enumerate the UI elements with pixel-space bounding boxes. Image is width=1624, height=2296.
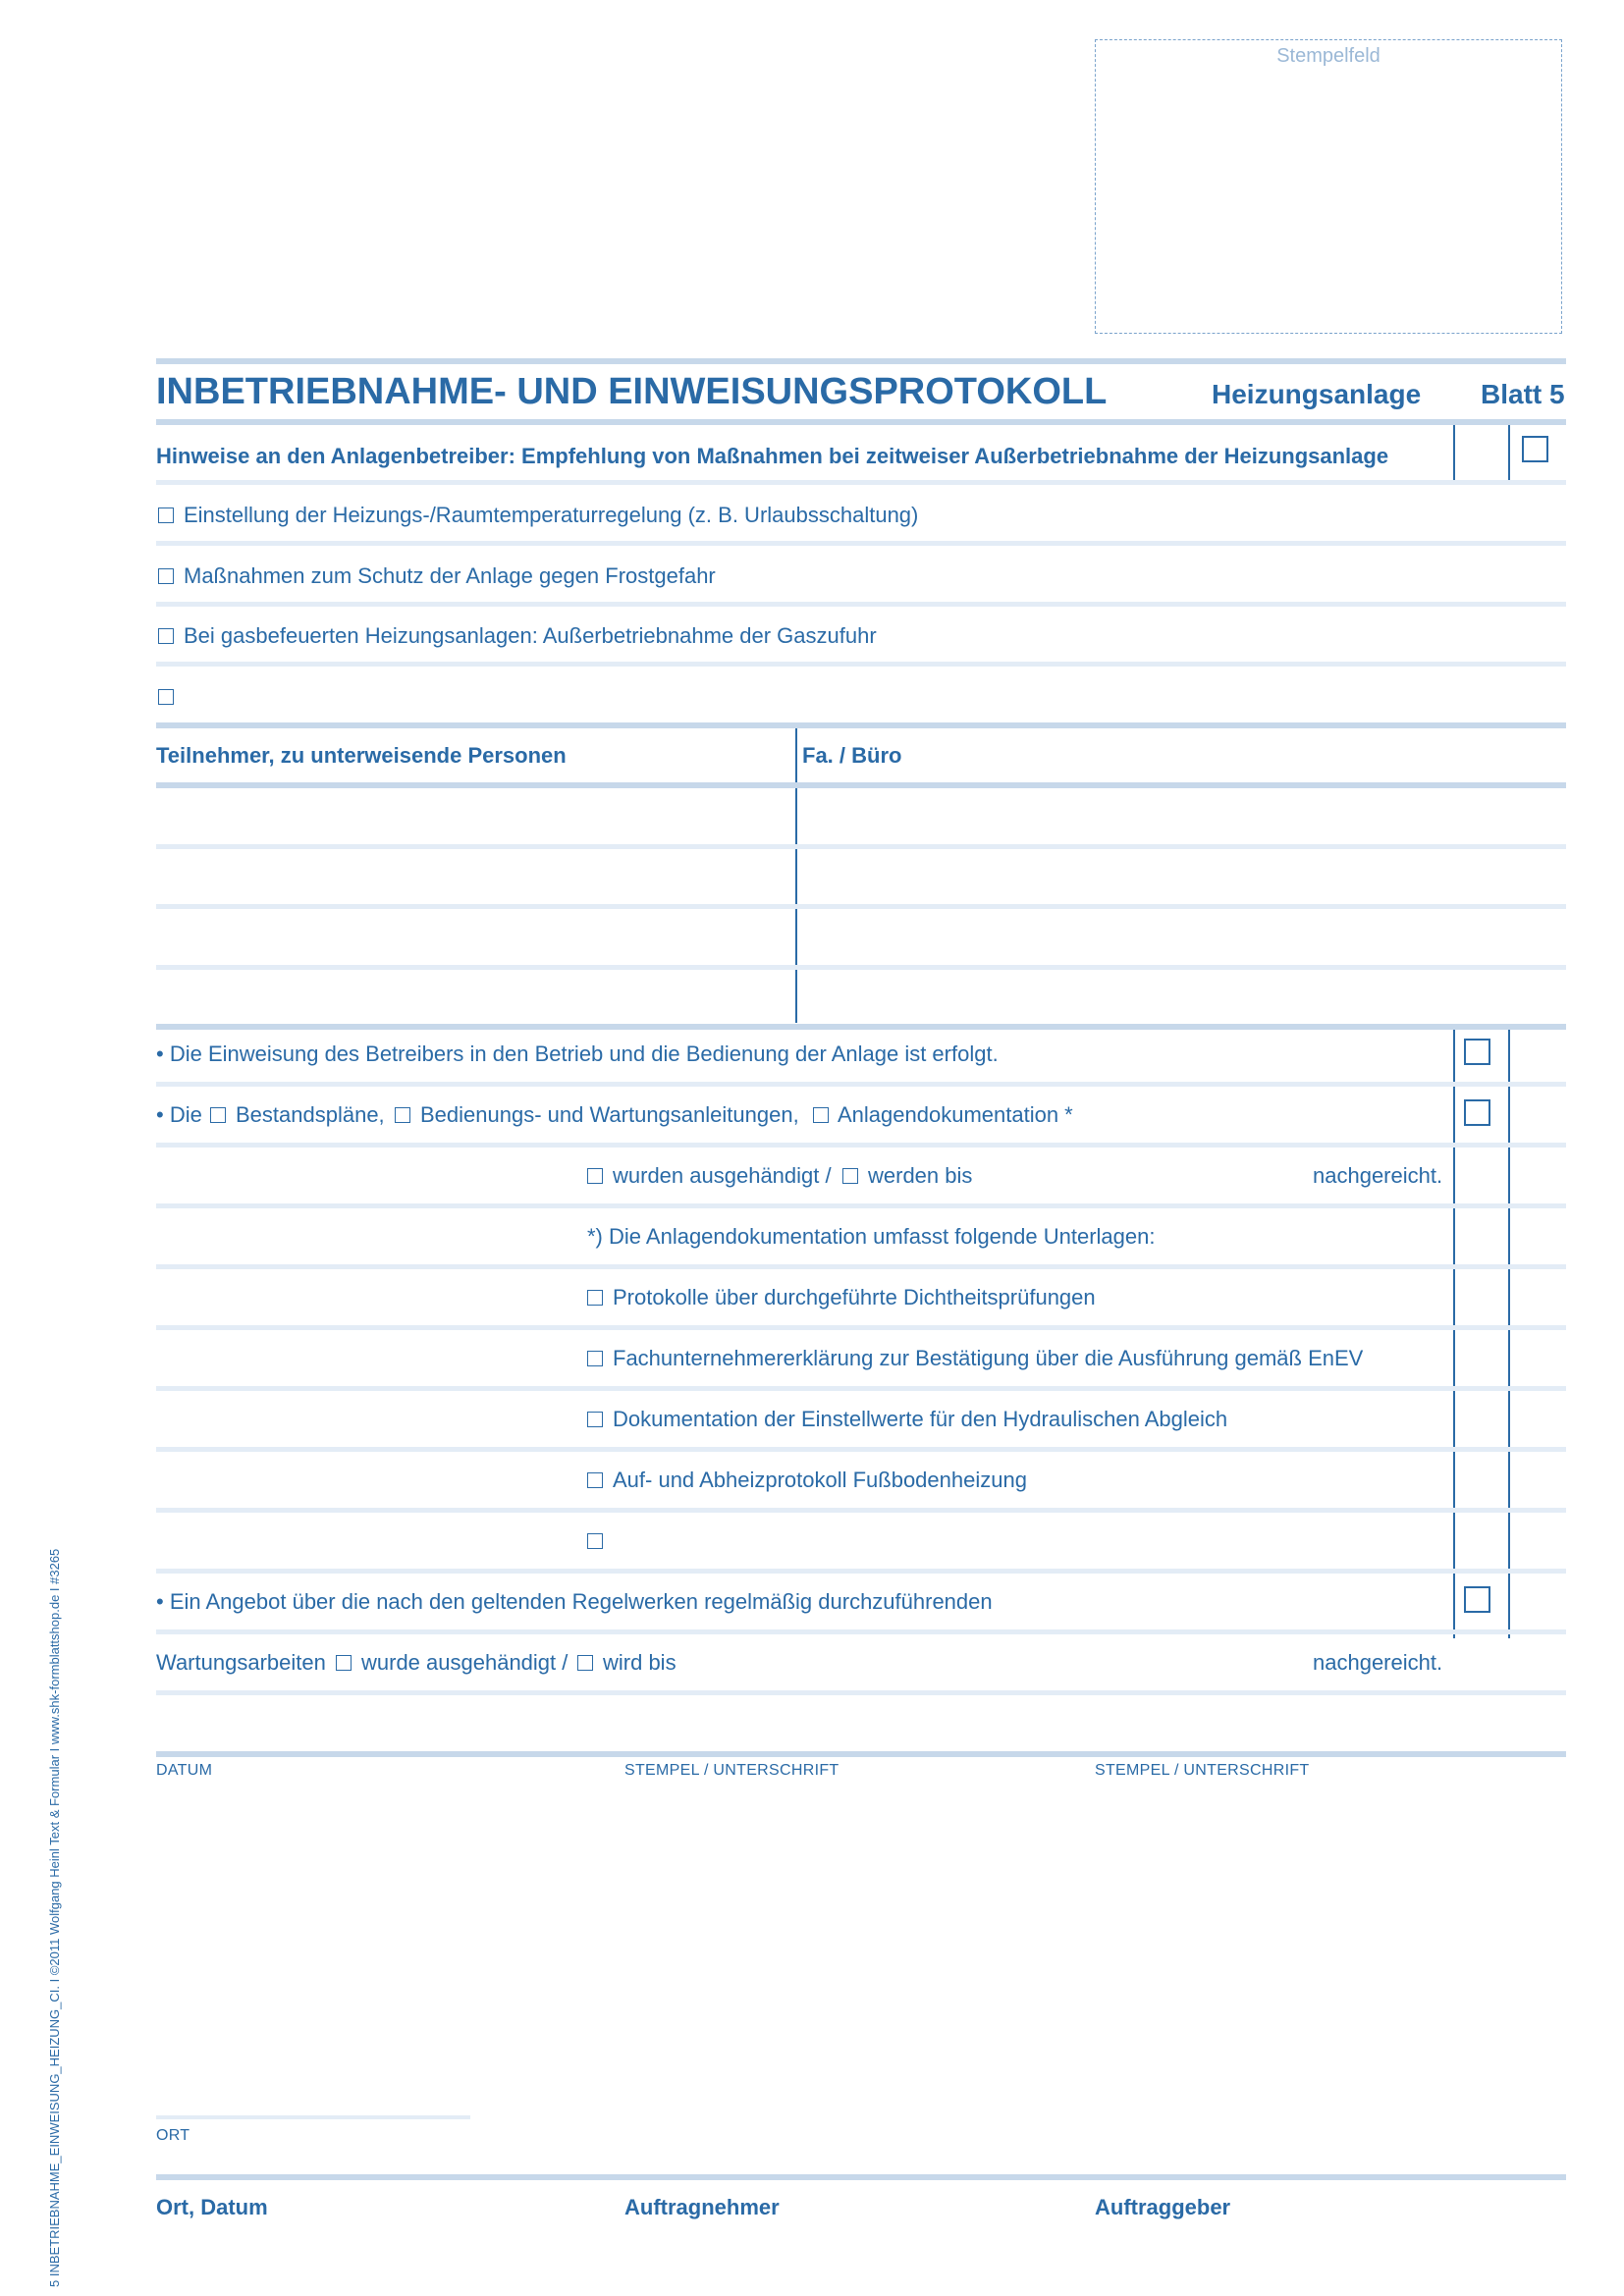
footer-auftraggeber: Auftraggeber: [1095, 2195, 1231, 2219]
docs-prefix: • Die: [156, 1102, 202, 1127]
docs-option-3: Anlagendokumentation *: [838, 1102, 1073, 1127]
checkbox-doc-2[interactable]: [587, 1351, 603, 1366]
row-rule: [156, 1143, 1566, 1148]
label-stempel-2: STEMPEL / UNTERSCHRIFT: [1095, 1762, 1310, 1779]
header-top-rule: [156, 358, 1566, 364]
col-divider: [1508, 425, 1510, 480]
section1-heading: Hinweise an den Anlagenbetreiber: Empfehlung von Maßnahmen bei zeitweiser Außerbetriebnahme der Heizungsanlage: [156, 444, 1389, 468]
docs-option-2: Bedienungs- und Wartungsanleitungen,: [420, 1102, 799, 1127]
docs-option-1: Bestandspläne,: [236, 1102, 385, 1127]
row-rule: [156, 662, 1566, 667]
label-datum: DATUM: [156, 1762, 213, 1779]
row-rule: [156, 1264, 1566, 1269]
row-rule: [156, 541, 1566, 546]
sheet-number: Blatt 5: [1481, 379, 1565, 409]
stamp-field: [1095, 39, 1562, 334]
ort-rule: [156, 2115, 470, 2119]
participants-divider: [795, 728, 797, 1023]
checkbox-item-3[interactable]: [158, 628, 174, 644]
section1-item-3: Bei gasbefeuerten Heizungsanlagen: Außerbetriebnahme der Gaszufuhr: [184, 623, 877, 648]
checkbox-werden-bis[interactable]: [842, 1168, 858, 1184]
checkbox-item-4[interactable]: [158, 689, 174, 705]
checkbox-doc-3[interactable]: [587, 1412, 603, 1427]
maintenance-option-2: wird bis: [603, 1650, 677, 1675]
maintenance-prefix: Wartungsarbeiten: [156, 1650, 326, 1675]
row-rule: [156, 1569, 1566, 1574]
doc-item-3: Dokumentation der Einstellwerte für den Hydraulischen Abgleich: [613, 1407, 1228, 1431]
checkbox-doc-5[interactable]: [587, 1533, 603, 1549]
checkbox-bestandsplaene[interactable]: [210, 1107, 226, 1123]
checkbox-item-1[interactable]: [158, 507, 174, 523]
page-title: INBETRIEBNAHME- UND EINWEISUNGSPROTOKOLL: [156, 371, 1108, 412]
col-divider: [1453, 425, 1455, 480]
row-rule: [156, 1508, 1566, 1513]
doc-item-4: Auf- und Abheizprotokoll Fußbodenheizung: [613, 1468, 1027, 1492]
participants-row-rule: [156, 844, 1566, 849]
header-bottom-rule: [156, 419, 1566, 425]
row-rule: [156, 1447, 1566, 1452]
section1-item-1: Einstellung der Heizungs-/Raumtemperaturregelung (z. B. Urlaubsschaltung): [184, 503, 919, 527]
checkbox-wird-bis[interactable]: [577, 1655, 593, 1671]
checkbox-doc-4[interactable]: [587, 1472, 603, 1488]
participants-row-rule: [156, 904, 1566, 909]
section1-item-2: Maßnahmen zum Schutz der Anlage gegen Frostgefahr: [184, 563, 716, 588]
instruction-line: • Die Einweisung des Betreibers in den Betrieb und die Bedienung der Anlage ist erfolgt.: [156, 1041, 999, 1066]
docs-checkbox[interactable]: [1464, 1099, 1490, 1126]
row-rule: [156, 1629, 1566, 1634]
page-subtitle: Heizungsanlage: [1212, 379, 1422, 409]
participants-row-rule: [156, 965, 1566, 970]
row-rule: [156, 1325, 1566, 1330]
maintenance-option-1: wurde ausgehändigt /: [361, 1650, 568, 1675]
col-divider: [1508, 1030, 1510, 1638]
footer-auftragnehmer: Auftragnehmer: [624, 2195, 780, 2219]
label-stempel-1: STEMPEL / UNTERSCHRIFT: [624, 1762, 839, 1779]
footer-ort-datum: Ort, Datum: [156, 2195, 268, 2219]
col-divider: [1453, 1030, 1455, 1638]
offer-checkbox[interactable]: [1464, 1586, 1490, 1613]
checkbox-anleitungen[interactable]: [395, 1107, 410, 1123]
doc-item-1: Protokolle über durchgeführte Dichtheitsprüfungen: [613, 1285, 1096, 1309]
maintenance-suffix: nachgereicht.: [1313, 1650, 1443, 1675]
offer-line: • Ein Angebot über die nach den geltenden Regelwerken regelmäßig durchzuführenden: [156, 1589, 993, 1614]
documentation-note: *) Die Anlagendokumentation umfasst folgende Unterlagen:: [587, 1224, 1156, 1249]
handed-option-2: werden bis: [868, 1163, 973, 1188]
side-note: 5 INBETRIEBNAHME_EINWEISUNG_HEIZUNG_CI. I ©2011 Wolfgang Heinl Text & Formular I www.shk-formblattshop.de I #3265: [47, 1548, 62, 2287]
section-rule: [156, 1024, 1566, 1030]
handed-option-1: wurden ausgehändigt /: [613, 1163, 832, 1188]
handed-suffix: nachgereicht.: [1313, 1163, 1443, 1188]
checkbox-item-2[interactable]: [158, 568, 174, 584]
doc-item-2: Fachunternehmererklärung zur Bestätigung über die Ausführung gemäß EnEV: [613, 1346, 1364, 1370]
row-rule: [156, 1203, 1566, 1208]
instruction-checkbox[interactable]: [1464, 1039, 1490, 1065]
checkbox-wurde-ausgehaendigt[interactable]: [336, 1655, 352, 1671]
label-ort: ORT: [156, 2127, 190, 2144]
checkbox-doc-1[interactable]: [587, 1290, 603, 1306]
section1-checkbox[interactable]: [1522, 436, 1548, 462]
row-rule: [156, 480, 1566, 485]
section-rule: [156, 722, 1566, 728]
row-rule: [156, 1386, 1566, 1391]
row-rule: [156, 602, 1566, 607]
row-rule: [156, 1690, 1566, 1695]
checkbox-anlagendokumentation[interactable]: [813, 1107, 829, 1123]
stamp-label: Stempelfeld: [1276, 45, 1380, 67]
row-rule: [156, 1082, 1566, 1087]
participants-header-rule: [156, 782, 1566, 788]
checkbox-ausgehaendigt[interactable]: [587, 1168, 603, 1184]
participants-col2-header: Fa. / Büro: [802, 743, 902, 768]
signature-rule: [156, 1751, 1566, 1757]
footer-rule: [156, 2174, 1566, 2180]
participants-col1-header: Teilnehmer, zu unterweisende Personen: [156, 743, 567, 768]
